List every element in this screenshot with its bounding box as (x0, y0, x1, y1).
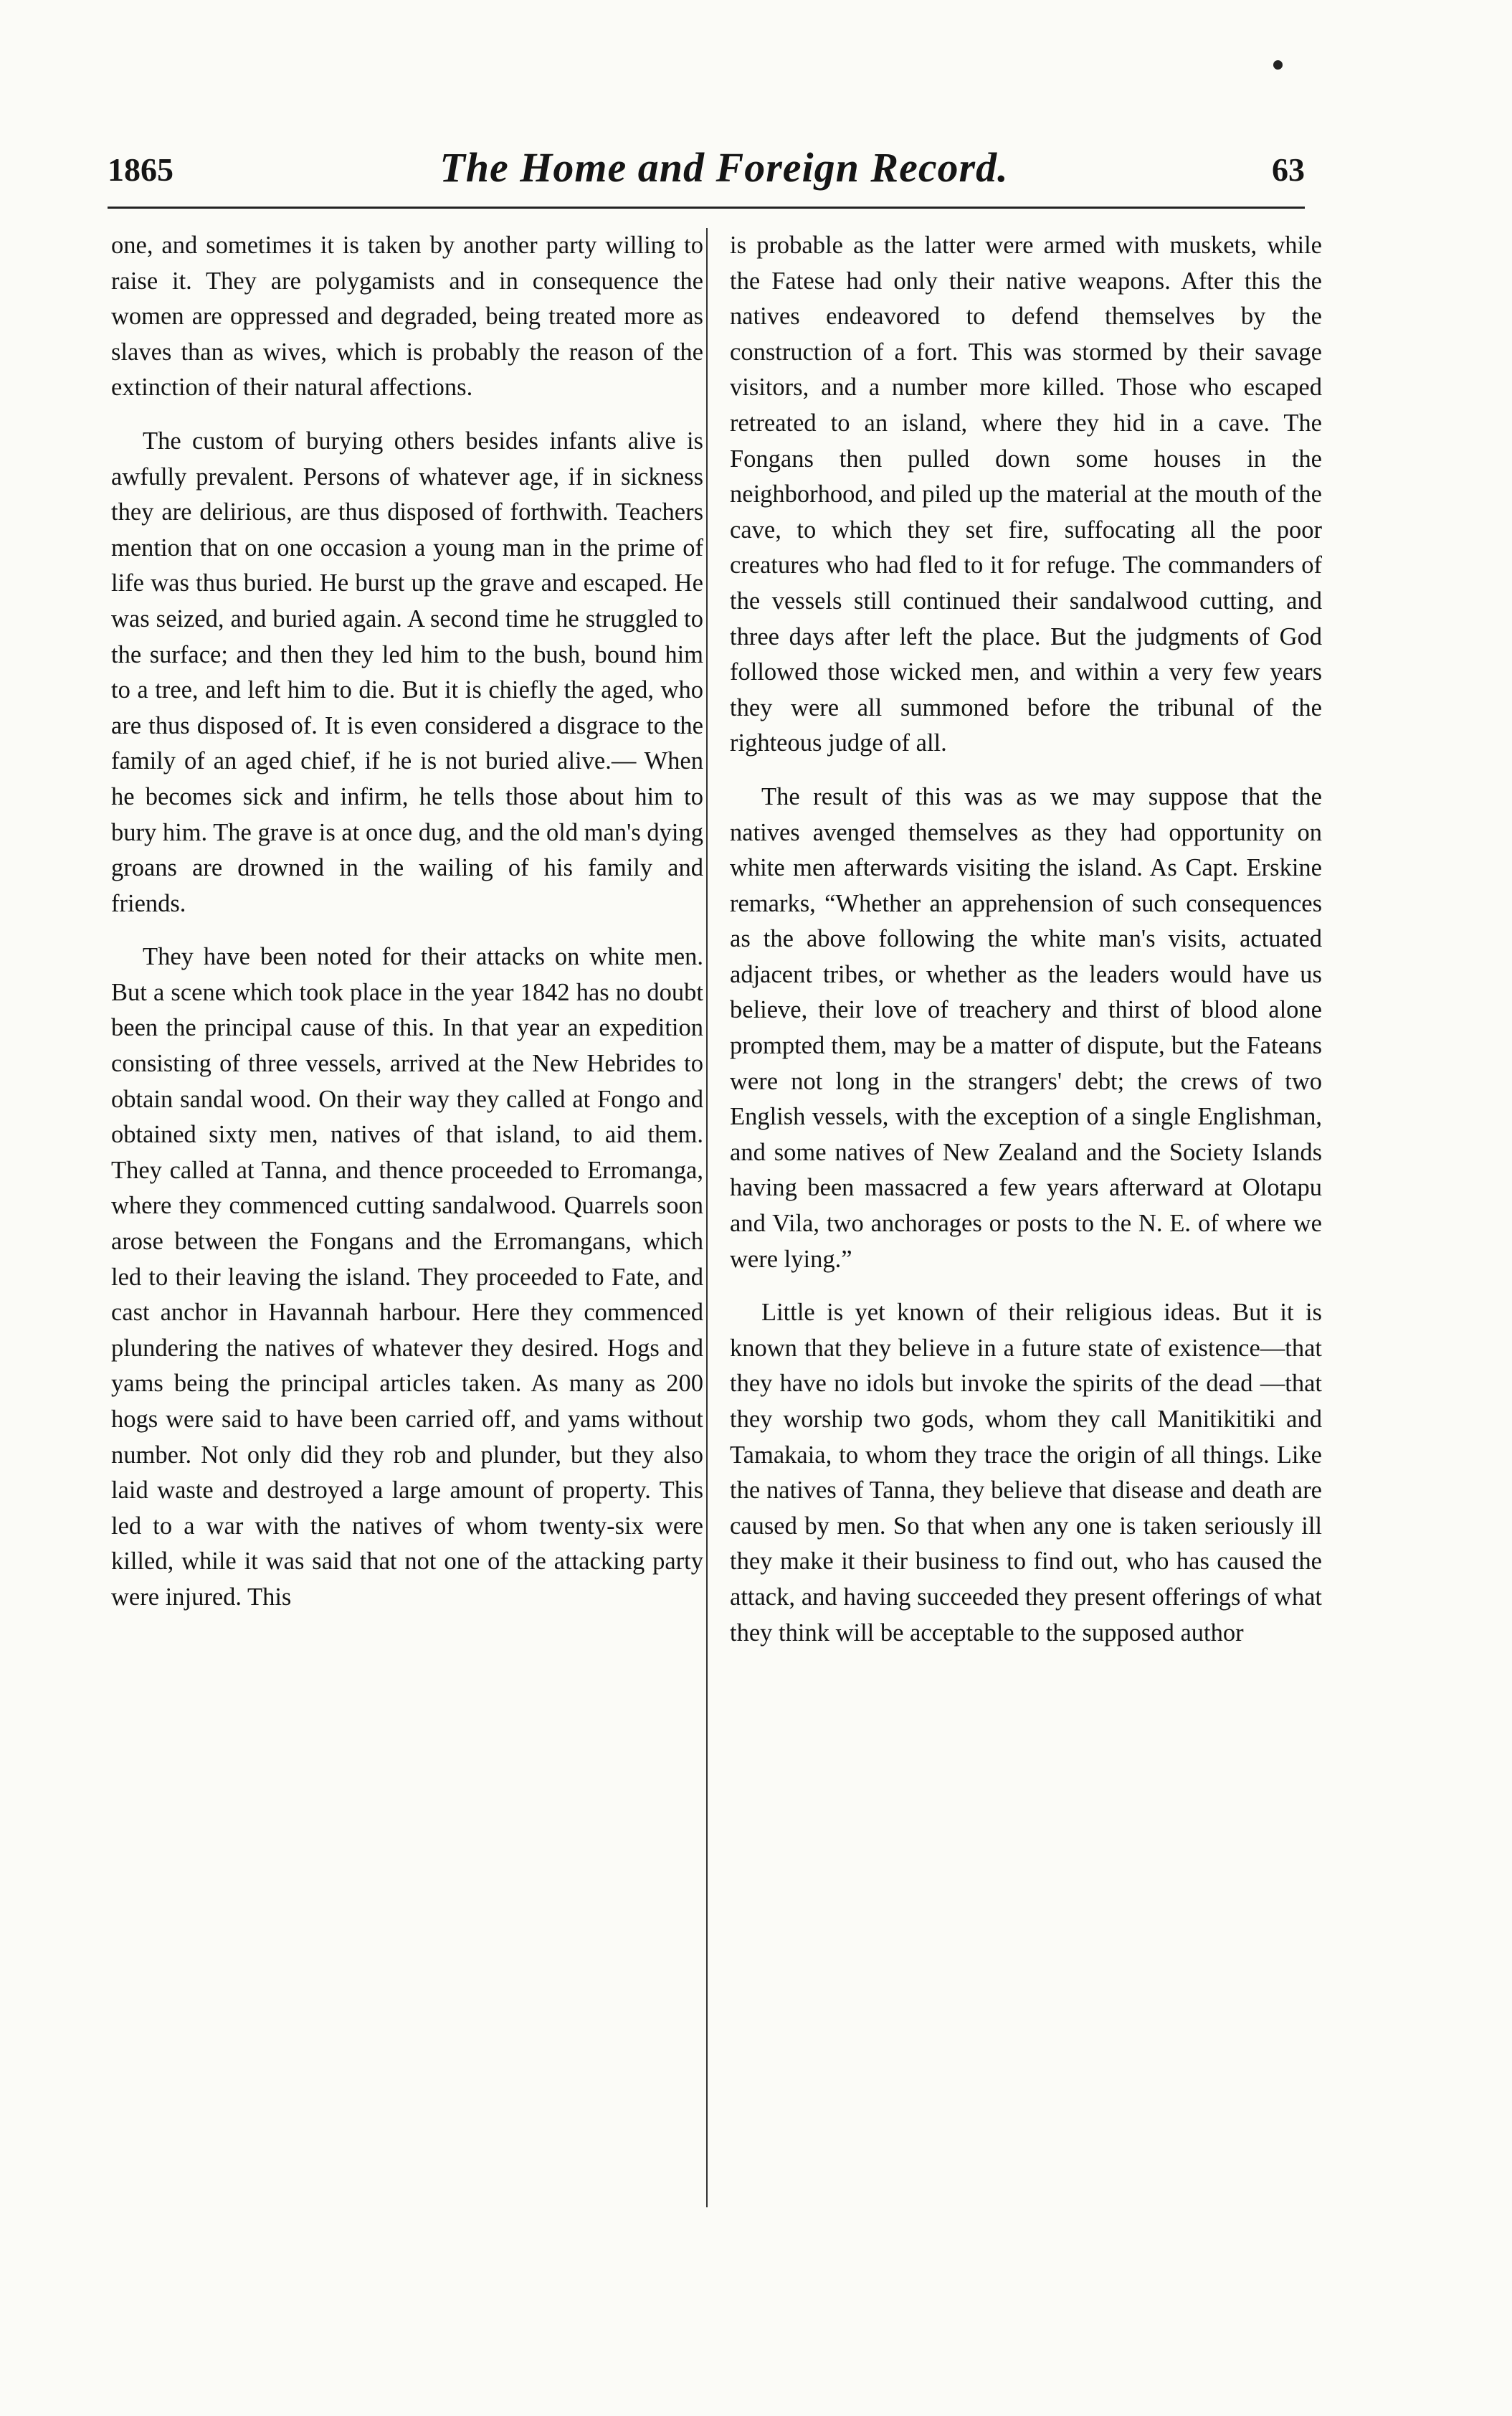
header-rule (108, 207, 1305, 209)
column-divider (706, 228, 708, 2207)
paragraph: They have been noted for their attacks on white men. But a scene which took place in the year 1842 has no doubt been the principal cause of this. In that year an expedition consisting of three vessels, arrived at the New Hebrides to obtain sandal wood. On their way they called at Fongo and obtained sixty men, natives of that island, to aid them. They called at Tanna, and thence proceeded to Erromanga, where they commenced cutting sandalwood. Quarrels soon arose between the Fongans and the Erromangans, which led to their leaving the island. They proceeded to Fate, and cast anchor in Havannah harbour. Here they commenced plundering the natives of whatever they desired. Hogs and yams being the principal articles taken. As many as 200 hogs were said to have been carried off, and yams without number. Not only did they rob and plunder, but they also laid waste and destroyed a large amount of property. This led to a war with the natives of whom twenty-six were killed, while it was said that not one of the attacking party were injured. This (111, 943, 703, 1611)
paragraph: Little is yet known of their religious ideas. But it is known that they believe in a future state of existence—that they have no idols but invoke the spirits of the dead —that they worship two gods, whom they call Manitikitiki and Tamakaia, to whom they trace the origin of all things. Like the natives of Tanna, they believe that disease and death are caused by men. So that when any one is taken seriously ill they make it their business to find out, who has caused the attack, and having succeeded they present offerings of what they think will be acceptable to the supposed author (730, 1299, 1322, 1647)
paragraph: one, and sometimes it is taken by another party willing to raise it. They are polygamists and in consequence the women are oppressed and degraded, being treated more as slaves than as wives, which is probably the reason of the extinction of their natural affections. (111, 232, 703, 402)
journal-title: The Home and Foreign Record. (439, 144, 1009, 191)
paragraph: is probable as the latter were armed with muskets, while the Fatese had only their native weapons. After this the natives endeavored to defend themselves by the construction of a fort. This was stormed by their savage visitors, and a number more killed. Those who escaped retreated to an island, where they hid in a cave. The Fongans then pulled down some houses in the neighborhood, and piled up the material at the mouth of the cave, to which they set fire, suffocating all the poor creatures who had fled to it for refuge. The commanders of the vessels still continued their sandalwood cutting, and three days after left the place. But the judgments of God followed those wicked men, and within a very few years they were all summoned before the tribunal of the righteous judge of all. (730, 232, 1322, 757)
header-year: 1865 (108, 151, 173, 188)
paragraph: The custom of burying others besides infants alive is awfully prevalent. Persons of whatever age, if in sickness they are delirious, are thus disposed of forthwith. Teachers mention that on one occasion a young man in the prime of life was thus buried. He burst up the grave and escaped. He was seized, and buried again. A second time he struggled to the surface; and then they led him to the bush, bound him to a tree, and left him to die. But it is chiefly the aged, who are thus disposed of. It is even considered a disgrace to the family of an aged chief, if he is not buried alive.— When he becomes sick and infirm, he tells those about him to bury him. The grave is at once dug, and the old man's dying groans are drowned in the wailing of his family and friends. (111, 427, 703, 917)
left-column (111, 228, 703, 1634)
right-column (730, 228, 1322, 1669)
page-number: 63 (1272, 151, 1305, 188)
print-mark (1273, 60, 1283, 70)
running-header (108, 143, 1305, 208)
paragraph: The result of this was as we may suppose that the natives avenged themselves as they had opportunity on white men afterwards visiting the island. As Capt. Erskine remarks, “Whether an apprehension of such consequences as the above following the white man's visits, actuated adjacent tribes, or whether as the leaders would have us believe, their love of treachery and thirst of blood alone prompted them, may be a matter of dispute, but the Fateans were not long in the strangers' debt; the crews of two English vessels, with the exception of a single Englishman, and some natives of New Zealand and the Society Islands having been massacred a few years afterward at Olotapu and Vila, two anchorages or posts to the N. E. of where we were lying.” (730, 782, 1322, 1273)
